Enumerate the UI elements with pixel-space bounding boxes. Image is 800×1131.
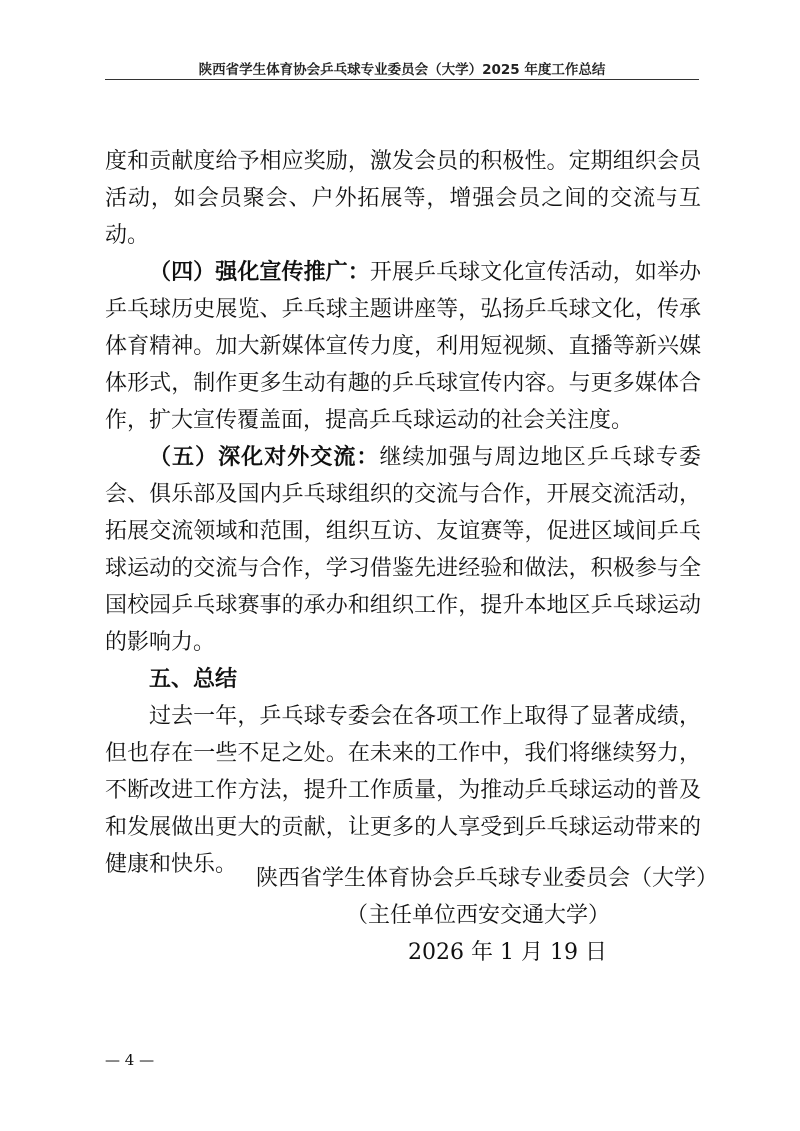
header-divider	[105, 79, 699, 80]
paragraph-exchange	[105, 439, 701, 661]
signature-date: 2026 年 1 月 19 日	[408, 940, 607, 965]
paragraph-exchange-text: 继续加强与周边地区乒乓球专委会、俱乐部及国内乒乓球组织的交流与合作，开展交流活动，拓展交流领域和范围，组织互访、友谊赛等，促进区域间乒乓球运动的交流与合作，学习借鉴先进经验和做法，积极参与全国校园乒乓球赛事的承办和组织工作，提升本地区乒乓球运动的影响力。	[105, 445, 701, 655]
paragraph-publicity-text: 开展乒乓球文化宣传活动，如举办乒乓球历史展览、乒乓球主题讲座等，弘扬乒乓球文化，传承体育精神。加大新媒体宣传力度，利用短视频、直播等新兴媒体形式，制作更多生动有趣的乒乓球宣传内容。与更多媒体合作，扩大宣传覆盖面，提高乒乓球运动的社会关注度。	[105, 260, 701, 433]
subheading-publicity: （四）强化宣传推广：	[149, 259, 370, 285]
paragraph-publicity	[105, 254, 701, 439]
section-heading-summary: 五、总结	[149, 666, 238, 692]
page-number: — 4 —	[105, 1051, 155, 1069]
subheading-exchange: （五）深化对外交流：	[149, 444, 380, 470]
document-header: 陕西省学生体育协会乒乓球专业委员会（大学）2025 年度工作总结	[198, 62, 606, 78]
document-body	[105, 143, 701, 883]
signature-organization: 陕西省学生体育协会乒乓球专业委员会（大学）	[256, 866, 719, 891]
signature-host-unit: （主任单位西安交通大学）	[346, 903, 611, 928]
paragraph-continuation: 度和贡献度给予相应奖励，激发会员的积极性。定期组织会员活动，如会员聚会、户外拓展等，增强会员之间的交流与互动。	[105, 149, 701, 248]
paragraph-summary: 过去一年，乒乓球专委会在各项工作上取得了显著成绩，但也存在一些不足之处。在未来的工作中，我们将继续努力，不断改进工作方法，提升工作质量，为推动乒乓球运动的普及和发展做出更大的贡献，让更多的人享受到乒乓球运动带来的健康和快乐。	[105, 704, 701, 877]
